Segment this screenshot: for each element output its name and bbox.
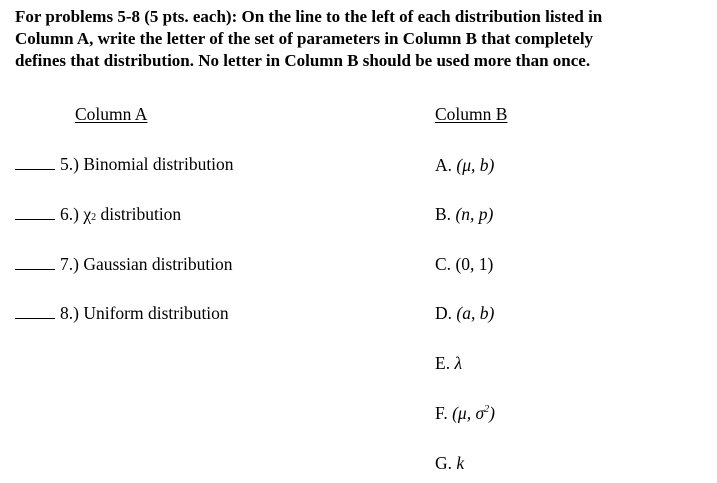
column-b-header: Column B <box>435 104 508 124</box>
answer-blank-5[interactable] <box>15 155 55 170</box>
option-params: λ <box>454 353 463 373</box>
item-number: 7.) <box>60 254 79 274</box>
instructions-paragraph <box>15 6 715 72</box>
sigma-superscript: 2 <box>484 404 490 415</box>
item-label: Uniform distribution <box>83 303 229 323</box>
column-a-item-5 <box>15 154 234 175</box>
column-a-header: Column A <box>75 104 148 124</box>
option-params-base: (μ, σ <box>452 403 485 423</box>
option-params: (μ, b) <box>456 155 495 175</box>
option-letter: A. <box>435 155 453 175</box>
answer-blank-6[interactable] <box>15 205 55 220</box>
chi-symbol: χ <box>83 204 92 224</box>
item-number: 6.) <box>60 204 79 224</box>
option-letter: C. <box>435 254 452 274</box>
option-params: (a, b) <box>456 303 495 323</box>
column-b-item-b <box>435 204 493 225</box>
item-label: Gaussian distribution <box>83 254 233 274</box>
item-label: distribution <box>100 204 182 224</box>
answer-blank-8[interactable] <box>15 304 55 319</box>
item-number: 5.) <box>60 154 79 174</box>
column-a-item-8 <box>15 303 229 324</box>
item-label: Binomial distribution <box>83 154 234 174</box>
option-letter: B. <box>435 204 452 224</box>
column-b-item-d <box>435 303 494 324</box>
instructions-line-2: Column A, write the letter of the set of parameters in Column B that completely <box>15 29 594 48</box>
column-b-item-a <box>435 155 494 176</box>
column-b-item-f <box>435 403 495 424</box>
column-b-item-c <box>435 254 493 275</box>
answer-blank-7[interactable] <box>15 255 55 270</box>
option-letter: D. <box>435 303 453 323</box>
instructions-line-3: defines that distribution. No letter in Column B should be used more than once. <box>15 51 591 70</box>
option-params: k <box>456 453 465 473</box>
column-a-item-7 <box>15 254 233 275</box>
instructions-line-1: For problems 5-8 (5 pts. each): On the line to the left of each distribution listed in <box>15 7 603 26</box>
option-params: (n, p) <box>455 204 494 224</box>
column-b-item-g <box>435 453 464 474</box>
column-a-item-6: 6.) χ 2 distribution <box>15 204 181 225</box>
option-params <box>452 403 495 423</box>
item-number: 8.) <box>60 303 79 323</box>
option-letter: G. <box>435 453 453 473</box>
option-params-end: ) <box>489 403 495 423</box>
option-letter: E. <box>435 353 451 373</box>
option-params: (0, 1) <box>455 254 494 274</box>
option-letter: F. <box>435 403 448 423</box>
column-b-item-e <box>435 353 462 374</box>
